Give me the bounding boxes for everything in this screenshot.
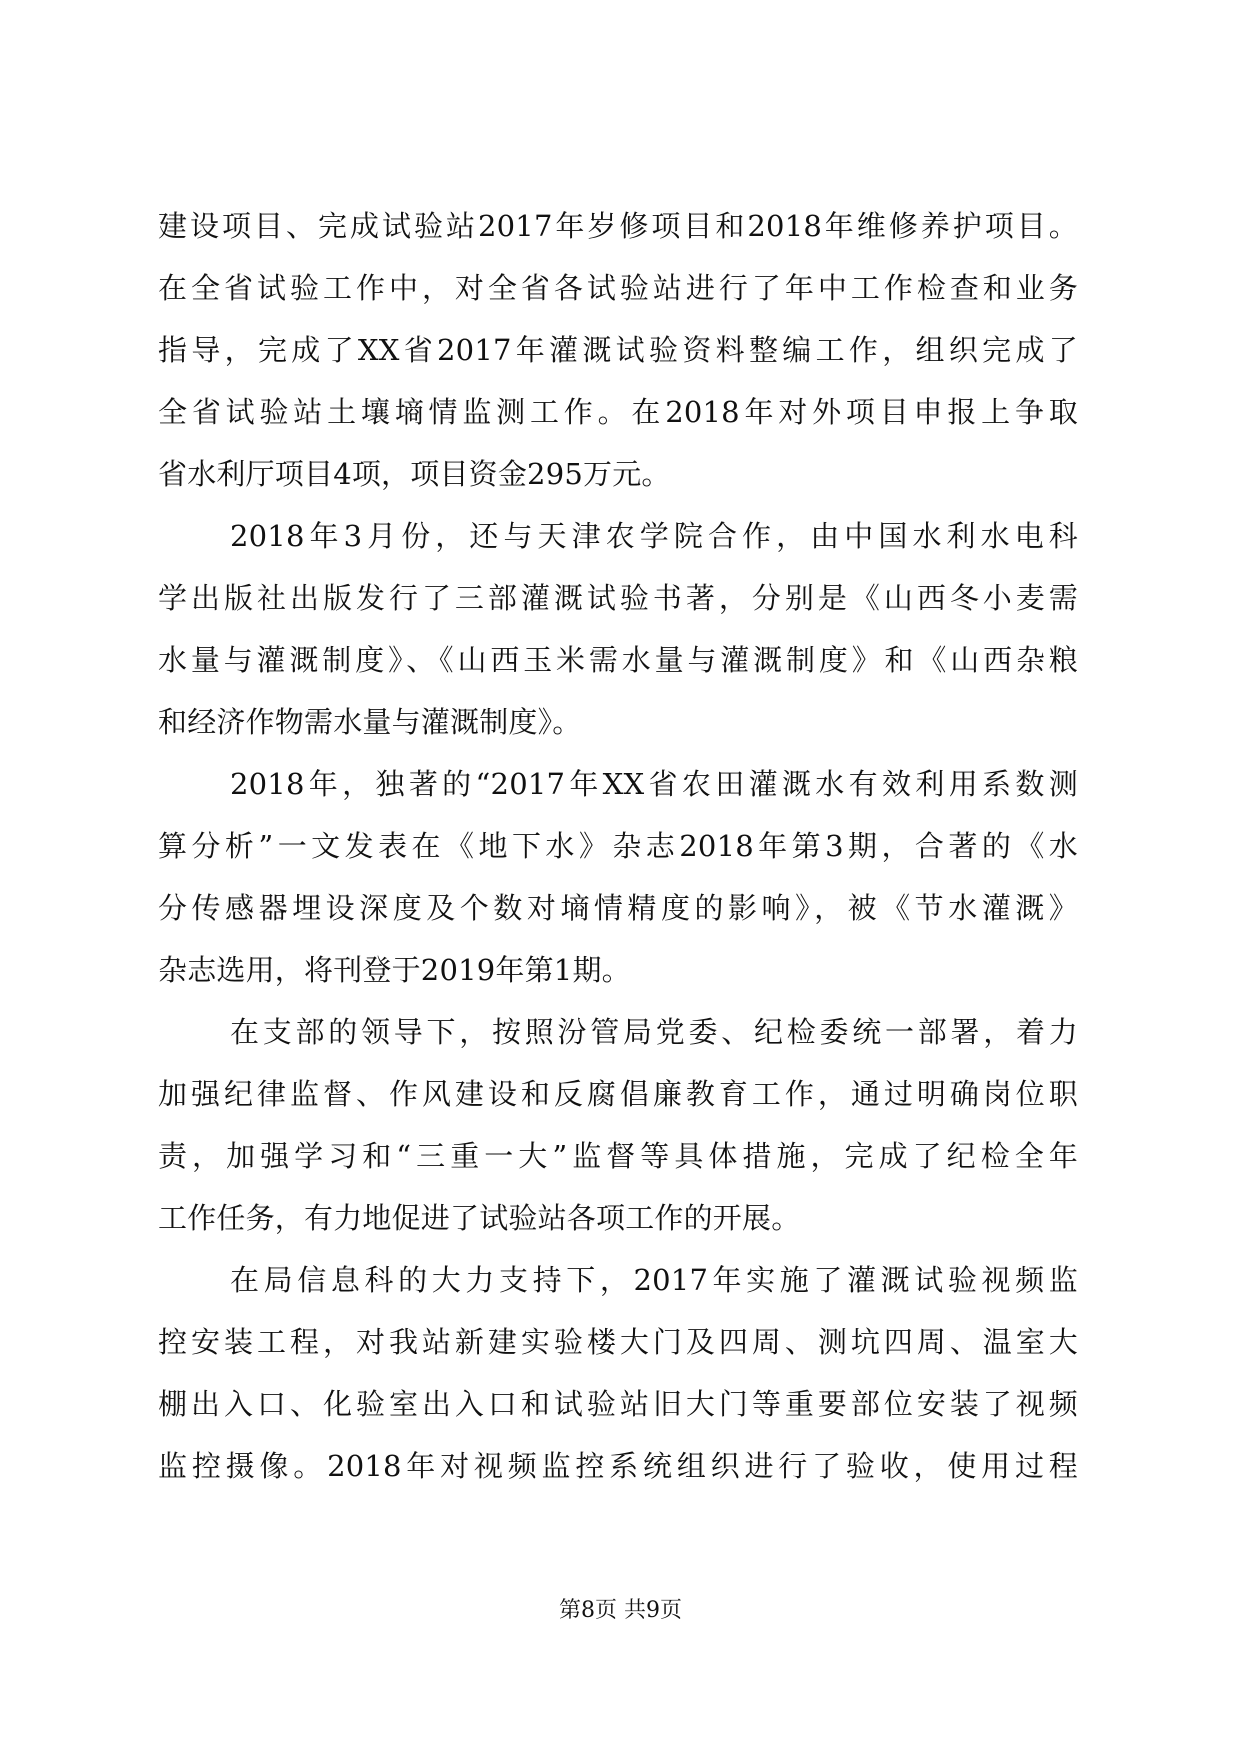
paragraph-1-line-5: 省水利厅项目4项，项目资金295万元。 (158, 457, 671, 491)
paragraph-3-line-2: 算分析”一文发表在《地下水》杂志2018年第3期，合著的《水 (158, 829, 1078, 863)
paragraph-4-line-4: 工作任务，有力地促进了试验站各项工作的开展。 (158, 1201, 801, 1235)
paragraph-2-line-2: 学出版社出版发行了三部灌溉试验书著，分别是《山西冬小麦需 (158, 581, 1078, 615)
paragraph-5-line-3: 棚出入口、化验室出入口和试验站旧大门等重要部位安装了视频 (158, 1387, 1078, 1421)
paragraph-4-line-1: 在支部的领导下，按照汾管局党委、纪检委统一部署，着力 (230, 1015, 1078, 1049)
paragraph-5-line-4: 监控摄像。2018年对视频监控系统组织进行了验收，使用过程 (158, 1449, 1078, 1483)
paragraph-1-line-1: 建设项目、完成试验站2017年岁修项目和2018年维修养护项目。 (158, 209, 1078, 243)
paragraph-2-line-1: 2018年3月份，还与天津农学院合作，由中国水利水电科 (230, 519, 1078, 553)
paragraph-4-line-2: 加强纪律监督、作风建设和反腐倡廉教育工作，通过明确岗位职 (158, 1077, 1078, 1111)
paragraph-1-line-2: 在全省试验工作中，对全省各试验站进行了年中工作检查和业务 (158, 271, 1078, 305)
paragraph-5-line-2: 控安装工程，对我站新建实验楼大门及四周、测坑四周、温室大 (158, 1325, 1078, 1359)
paragraph-1-line-4: 全省试验站土壤墒情监测工作。在2018年对外项目申报上争取 (158, 395, 1078, 429)
page-number-footer: 第8页 共9页 (559, 1598, 682, 1623)
paragraph-3-line-1: 2018年，独著的“2017年XX省农田灌溉水有效利用系数测 (230, 767, 1078, 801)
paragraph-2-line-4: 和经济作物需水量与灌溉制度》。 (158, 705, 582, 739)
paragraph-4-line-3: 责，加强学习和“三重一大”监督等具体措施，完成了纪检全年 (158, 1139, 1078, 1173)
paragraph-5-line-1: 在局信息科的大力支持下，2017年实施了灌溉试验视频监 (230, 1263, 1078, 1297)
paragraph-1-line-3: 指导，完成了XX省2017年灌溉试验资料整编工作，组织完成了 (158, 333, 1078, 367)
paragraph-2-line-3: 水量与灌溉制度》、《山西玉米需水量与灌溉制度》和《山西杂粮 (158, 643, 1078, 677)
paragraph-3-line-3: 分传感器埋设深度及个数对墒情精度的影响》，被《节水灌溉》 (158, 891, 1078, 925)
paragraph-3-line-4: 杂志选用，将刊登于2019年第1期。 (158, 953, 631, 987)
